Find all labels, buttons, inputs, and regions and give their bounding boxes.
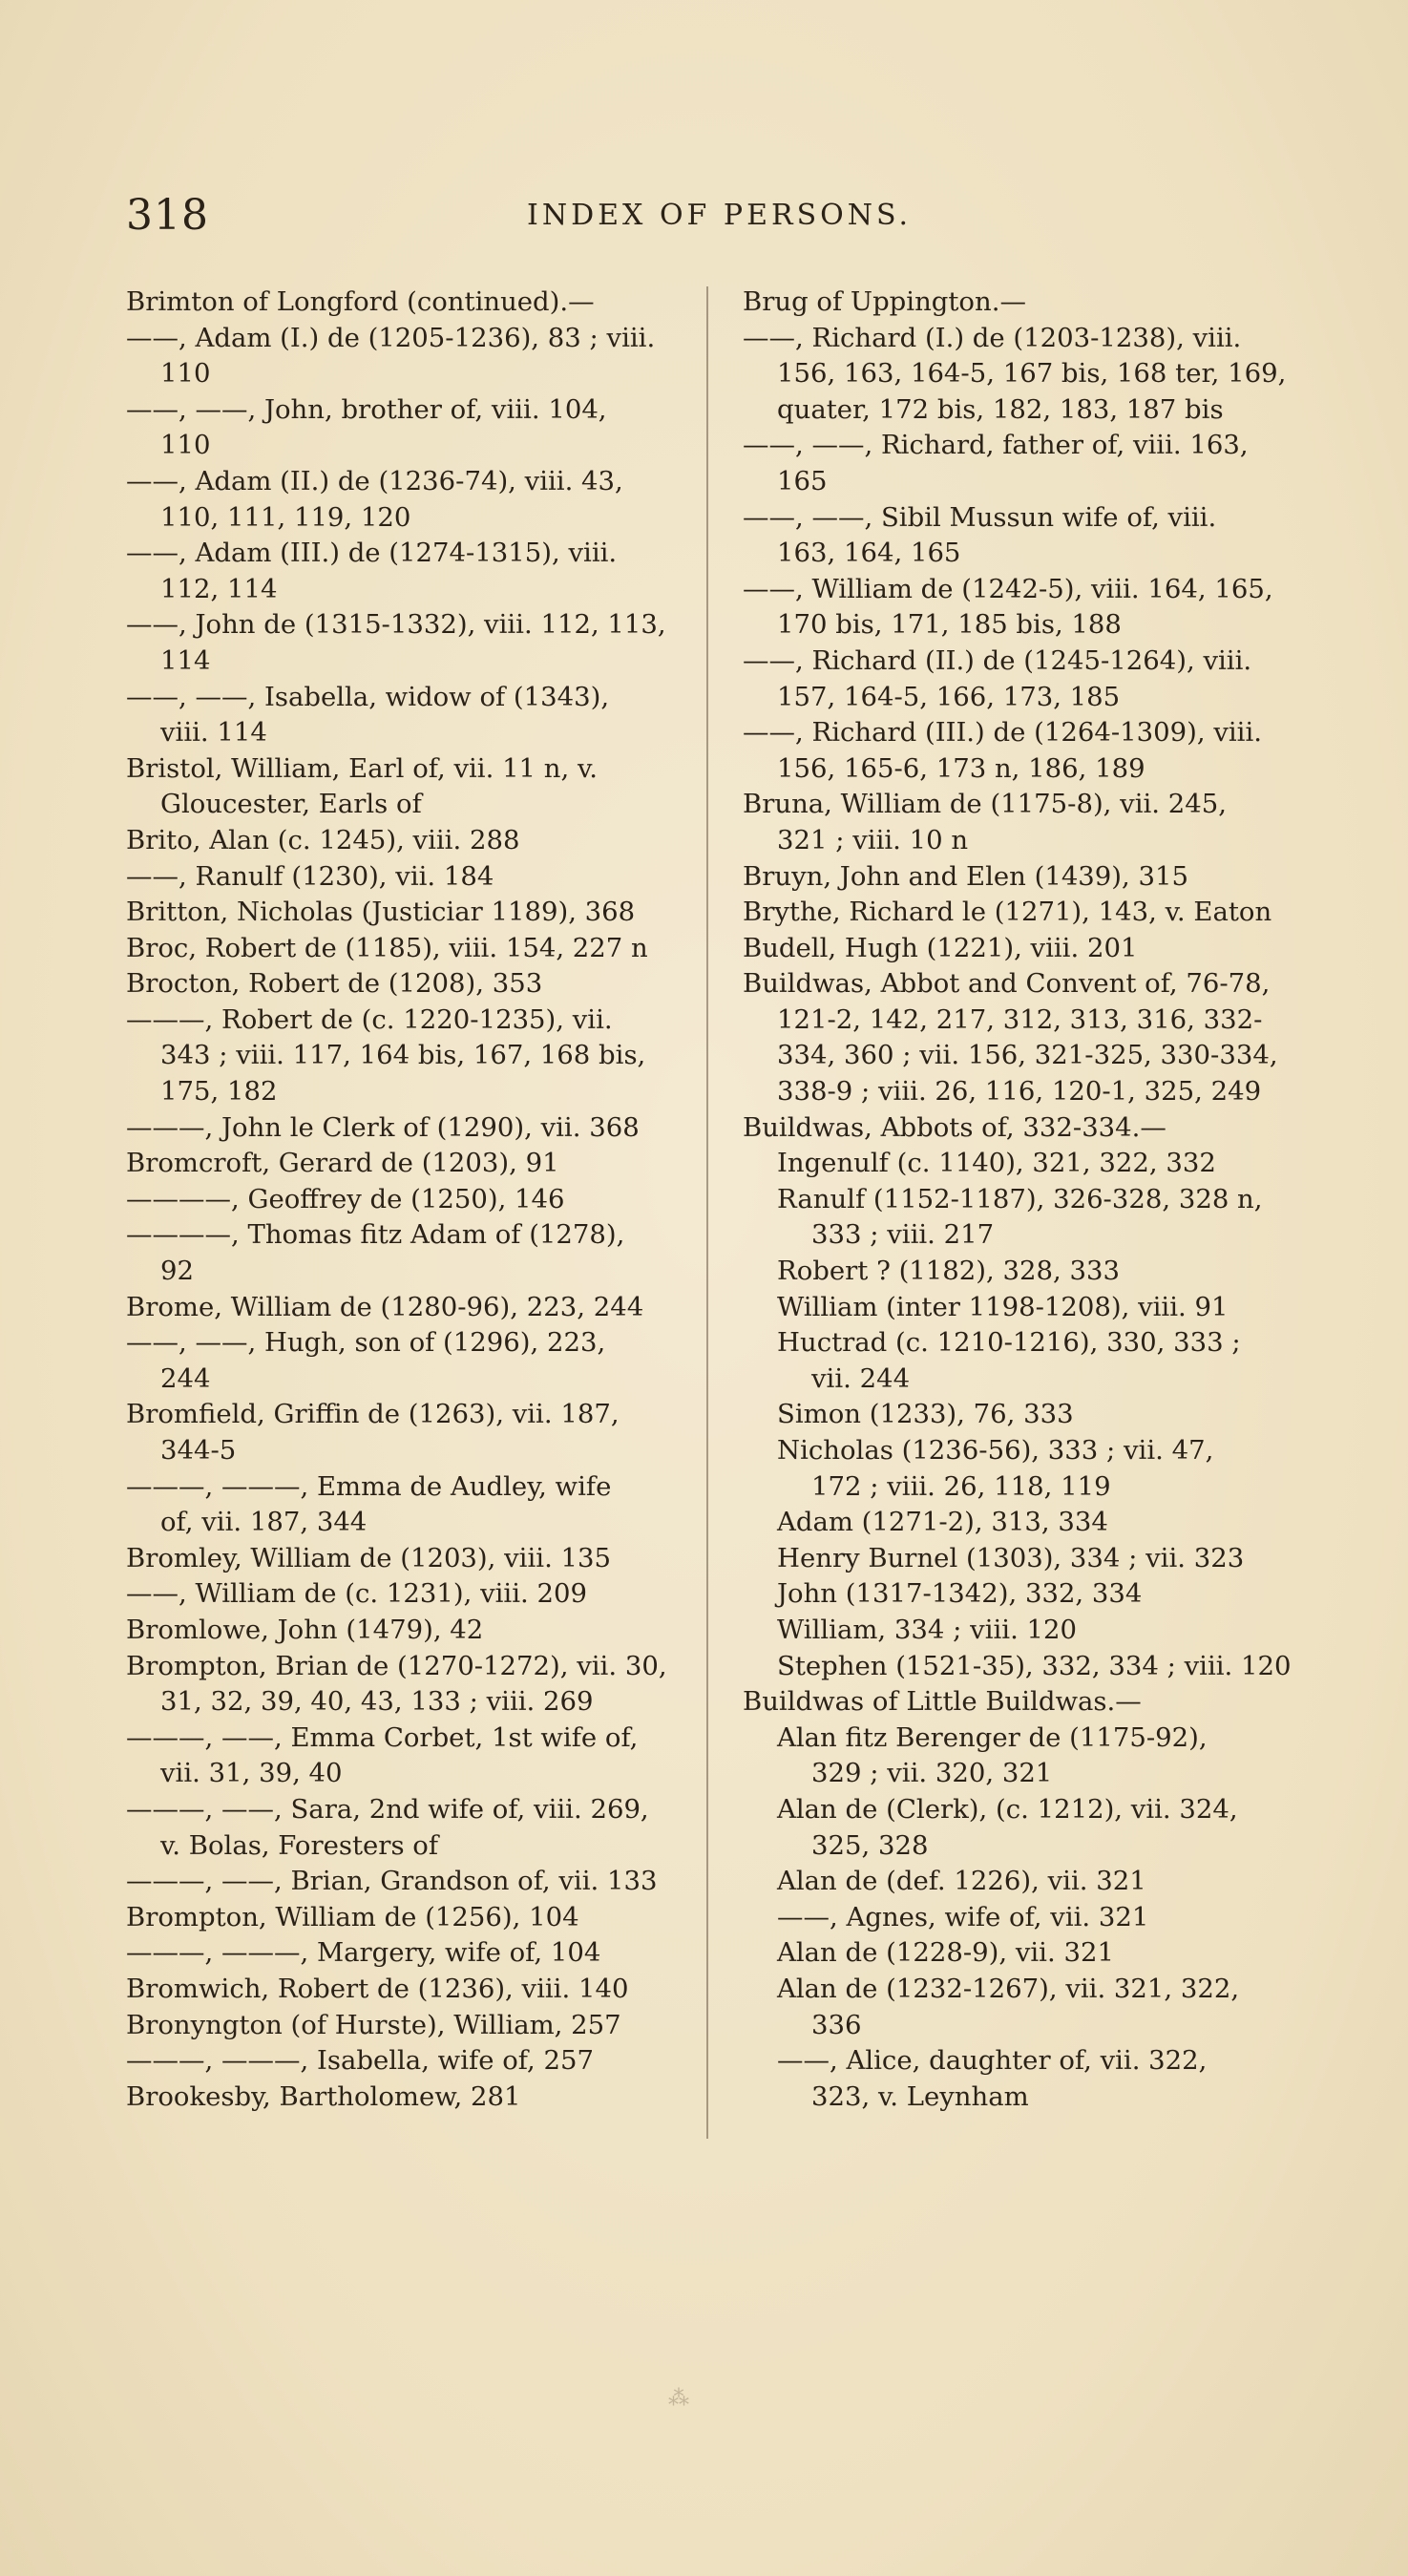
- index-entry-line: Buildwas, Abbot and Convent of, 76-78,: [743, 968, 1271, 1000]
- index-entry-line: 163, 164, 165: [777, 538, 961, 569]
- printer-ornament: ⁂: [668, 2387, 689, 2411]
- index-entry-line: Stephen (1521-35), 332, 334 ; viii. 120: [777, 1650, 1292, 1681]
- index-entry-line: Brito, Alan (c. 1245), viii. 288: [126, 824, 520, 855]
- index-entry-line: ————, Thomas fitz Adam of (1278),: [126, 1219, 625, 1251]
- index-entry-line: 114: [160, 644, 211, 676]
- index-entry-line: Britton, Nicholas (Justiciar 1189), 368: [126, 897, 636, 928]
- index-entry-line: Bromley, William de (1203), viii. 135: [126, 1542, 612, 1573]
- page-header: [126, 191, 1252, 248]
- index-entry-line: ———, Robert de (c. 1220-1235), vii.: [126, 1003, 613, 1035]
- index-entry-line: William (inter 1198-1208), viii. 91: [777, 1291, 1229, 1322]
- index-entry-line: Brompton, Brian de (1270-1272), vii. 30,: [126, 1650, 667, 1681]
- index-entry-line: ——, Alice, daughter of, vii. 322,: [777, 2045, 1208, 2077]
- index-entry-line: Gloucester, Earls of: [160, 789, 422, 820]
- index-entry-line: 244: [160, 1362, 211, 1394]
- index-entry-line: ———, ——, Brian, Grandson of, vii. 133: [126, 1866, 658, 1897]
- index-column-right: [743, 285, 1306, 2115]
- index-entry-line: ———, John le Clerk of (1290), vii. 368: [126, 1111, 640, 1143]
- index-entry-line: ——, ——, Richard, father of, viii. 163,: [743, 430, 1249, 461]
- index-entry-line: 338-9 ; viii. 26, 116, 120-1, 325, 249: [777, 1076, 1262, 1108]
- index-entry-line: v. Bolas, Foresters of: [160, 1829, 439, 1861]
- index-entry-line: ——, John de (1315-1332), viii. 112, 113,: [126, 609, 666, 641]
- index-entry-line: 329 ; vii. 320, 321: [811, 1758, 1053, 1789]
- index-entry-line: Bromwich, Robert de (1236), viii. 140: [126, 1973, 629, 2004]
- index-entry-line: Alan de (1232-1267), vii. 321, 322,: [777, 1973, 1240, 2004]
- index-entry-line: 156, 163, 164-5, 167 bis, 168 ter, 169,: [777, 358, 1287, 390]
- index-entry-line: ——, Agnes, wife of, vii. 321: [777, 1901, 1149, 1932]
- index-entry-line: ———, ——, Sara, 2nd wife of, viii. 269,: [126, 1793, 649, 1825]
- column-divider: [706, 286, 708, 2139]
- index-entry-line: Henry Burnel (1303), 334 ; vii. 323: [777, 1542, 1245, 1573]
- index-entry-line: Brimton of Longford (continued).—: [126, 286, 595, 317]
- index-entry-line: Bruna, William de (1175-8), vii. 245,: [743, 789, 1228, 820]
- index-entry-line: Bromlowe, John (1479), 42: [126, 1614, 484, 1645]
- index-entry-line: ——, William de (1242-5), viii. 164, 165,: [743, 573, 1273, 604]
- index-entry-line: ———, ——, Emma Corbet, 1st wife of,: [126, 1721, 639, 1753]
- index-entry-line: ———, ———, Emma de Audley, wife: [126, 1470, 612, 1502]
- index-entry-line: 321 ; viii. 10 n: [777, 824, 969, 855]
- index-entry-line: John (1317-1342), 332, 334: [777, 1578, 1143, 1610]
- index-entry-line: Simon (1233), 76, 333: [777, 1399, 1074, 1430]
- index-entry-line: Adam (1271-2), 313, 334: [777, 1507, 1108, 1538]
- index-entry-line: ——, ——, Isabella, widow of (1343),: [126, 681, 610, 712]
- index-entry-line: ————, Geoffrey de (1250), 146: [126, 1183, 565, 1214]
- index-entry-line: 157, 164-5, 166, 173, 185: [777, 681, 1121, 712]
- index-entry-line: 110, 111, 119, 120: [160, 501, 411, 533]
- index-entry-line: 110: [160, 430, 211, 461]
- index-entry-line: ——, ——, Sibil Mussun wife of, viii.: [743, 501, 1217, 533]
- index-entry-line: Broc, Robert de (1185), viii. 154, 227 n: [126, 932, 648, 963]
- index-entry-line: Bromcroft, Gerard de (1203), 91: [126, 1148, 559, 1179]
- index-entry-line: 112, 114: [160, 573, 278, 604]
- index-entry-line: Alan de (Clerk), (c. 1212), vii. 324,: [777, 1793, 1238, 1825]
- index-entry-line: ——, ——, Hugh, son of (1296), 223,: [126, 1327, 606, 1359]
- index-entry-line: 156, 165-6, 173 n, 186, 189: [777, 752, 1145, 784]
- index-entry-line: Bronyngton (of Hurste), William, 257: [126, 2009, 621, 2040]
- index-entry-line: ——, Ranulf (1230), vii. 184: [126, 860, 494, 892]
- index-entry-line: Bristol, William, Earl of, vii. 11 n, v.: [126, 752, 599, 784]
- index-entry-line: 325, 328: [811, 1829, 929, 1861]
- index-entry-line: ——, ——, John, brother of, viii. 104,: [126, 393, 607, 425]
- index-entry-line: Brome, William de (1280-96), 223, 244: [126, 1291, 644, 1322]
- index-entry-line: 333 ; viii. 217: [811, 1219, 995, 1251]
- index-entry-line: viii. 114: [160, 717, 267, 749]
- index-entry-line: Alan fitz Berenger de (1175-92),: [777, 1721, 1208, 1753]
- index-entry-line: 92: [160, 1256, 194, 1287]
- index-entry-line: ——, William de (c. 1231), viii. 209: [126, 1578, 587, 1610]
- index-entry-line: Buildwas of Little Buildwas.—: [743, 1686, 1142, 1718]
- index-entry-line: ——, Adam (II.) de (1236-74), viii. 43,: [126, 465, 623, 496]
- index-entry-line: ———, ———, Isabella, wife of, 257: [126, 2045, 594, 2077]
- page-number: 318: [126, 191, 209, 240]
- index-entry-line: Nicholas (1236-56), 333 ; vii. 47,: [777, 1435, 1214, 1466]
- index-entry-line: 31, 32, 39, 40, 43, 133 ; viii. 269: [160, 1686, 594, 1718]
- index-entry-line: Brug of Uppington.—: [743, 286, 1026, 317]
- index-entry-line: Brookesby, Bartholomew, 281: [126, 2080, 521, 2112]
- index-entry-line: 110: [160, 358, 211, 390]
- index-entry-line: 121-2, 142, 217, 312, 313, 316, 332-: [777, 1003, 1263, 1035]
- index-entry-line: Bromfield, Griffin de (1263), vii. 187,: [126, 1399, 620, 1430]
- index-entry-line: 334, 360 ; vii. 156, 321-325, 330-334,: [777, 1040, 1278, 1071]
- index-entry-line: ——, Adam (III.) de (1274-1315), viii.: [126, 538, 618, 569]
- index-entry-line: 343 ; viii. 117, 164 bis, 167, 168 bis,: [160, 1040, 646, 1071]
- index-entry-line: Huctrad (c. 1210-1216), 330, 333 ;: [777, 1327, 1241, 1359]
- index-entry-line: Ingenulf (c. 1140), 321, 322, 332: [777, 1148, 1216, 1179]
- index-column-left: [126, 285, 689, 2115]
- index-entry-line: Brompton, William de (1256), 104: [126, 1901, 579, 1932]
- index-entry-line: 175, 182: [160, 1076, 278, 1108]
- index-entry-line: 344-5: [160, 1435, 237, 1466]
- index-entry-line: Bruyn, John and Elen (1439), 315: [743, 860, 1189, 892]
- index-entry-line: ——, Richard (I.) de (1203-1238), viii.: [743, 322, 1242, 353]
- index-entry-line: Alan de (def. 1226), vii. 321: [777, 1866, 1146, 1897]
- index-entry-line: Buildwas, Abbots of, 332-334.—: [743, 1111, 1166, 1143]
- index-entry-line: Brocton, Robert de (1208), 353: [126, 968, 543, 1000]
- index-entry-line: William, 334 ; viii. 120: [777, 1614, 1078, 1645]
- index-entry-line: Robert ? (1182), 328, 333: [777, 1256, 1120, 1287]
- index-entry-line: 323, v. Leynham: [811, 2080, 1029, 2112]
- index-entry-line: Budell, Hugh (1221), viii. 201: [743, 932, 1138, 963]
- index-entry-line: 336: [811, 2009, 862, 2040]
- index-entry-line: quater, 172 bis, 182, 183, 187 bis: [777, 393, 1224, 425]
- index-entry-line: vii. 244: [811, 1362, 911, 1394]
- index-entry-line: vii. 31, 39, 40: [160, 1758, 343, 1789]
- index-entry-line: of, vii. 187, 344: [160, 1507, 368, 1538]
- index-entry-line: ——, Adam (I.) de (1205-1236), 83 ; viii.: [126, 322, 656, 353]
- index-entry-line: 165: [777, 465, 828, 496]
- index-entry-line: ——, Richard (II.) de (1245-1264), viii.: [743, 644, 1252, 676]
- index-entry-line: Brythe, Richard le (1271), 143, v. Eaton: [743, 897, 1272, 928]
- index-entry-line: ———, ———, Margery, wife of, 104: [126, 1937, 601, 1969]
- index-entry-line: Alan de (1228-9), vii. 321: [777, 1937, 1114, 1969]
- index-entry-line: 170 bis, 171, 185 bis, 188: [777, 609, 1122, 641]
- index-entry-line: ——, Richard (III.) de (1264-1309), viii.: [743, 717, 1262, 749]
- running-title: INDEX OF PERSONS.: [527, 199, 912, 232]
- index-entry-line: 172 ; viii. 26, 118, 119: [811, 1470, 1111, 1502]
- index-entry-line: Ranulf (1152-1187), 326-328, 328 n,: [777, 1183, 1263, 1214]
